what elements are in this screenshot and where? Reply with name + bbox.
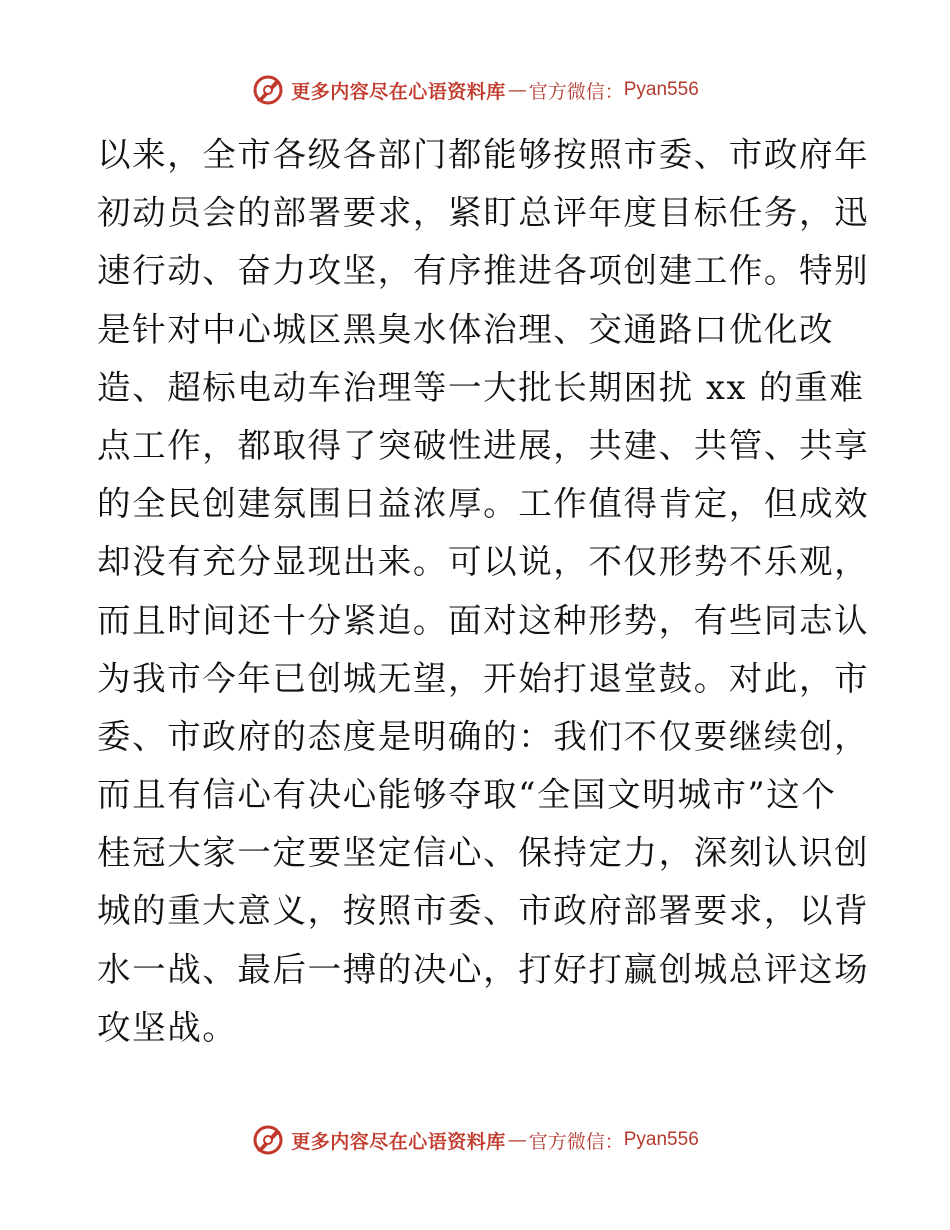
text-line: 而且时间还十分紧迫。面对这种形势，有些同志认 — [97, 600, 870, 640]
footer-banner — [0, 1120, 950, 1160]
text-line: 而且有信心有决心能够夺取“全国文明城市”这个 — [97, 775, 837, 815]
footer-brand-text: 更多内容尽在心语资料库 — [291, 1130, 506, 1153]
text-line: 城的重大意义，按照市委、市政府部署要求，以背 — [97, 891, 870, 931]
text-line: 是针对中心城区黑臭水体治理、交通路口优化改 — [97, 309, 835, 349]
text-line: 水一战、最后一搏的决心，打好打赢创城总评这场 — [97, 949, 870, 989]
body-paragraph — [97, 126, 870, 1057]
header-banner — [0, 70, 950, 110]
text-line: 桂冠大家一定要坚定信心、保持定力，深刻认识创 — [97, 833, 870, 873]
header-wechat-label: 官方微信： — [528, 80, 624, 103]
footer-wechat-label: 官方微信： — [528, 1130, 624, 1153]
text-line: 攻坚战。 — [97, 1007, 238, 1047]
text-line: 却没有充分显现出来。可以说，不仅形势不乐观， — [97, 542, 870, 582]
text-line: 委、市政府的态度是明确的：我们不仅要继续创， — [97, 716, 870, 756]
quill-logo-icon — [251, 73, 285, 107]
text-line: 以来，全市各级各部门都能够按照市委、市政府年 — [97, 135, 870, 174]
text-line: 造、超标电动车治理等一大批长期困扰 xx 的重难 — [97, 367, 865, 407]
header-separator: — — [507, 79, 527, 101]
footer-separator: — — [507, 1129, 527, 1151]
header-wechat-id: Pyan556 — [623, 79, 699, 100]
footer-wechat-id: Pyan556 — [623, 1129, 699, 1150]
text-line: 的全民创建氛围日益浓厚。工作值得肯定，但成效 — [97, 484, 870, 524]
text-line: 速行动、奋力攻坚，有序推进各项创建工作。特别 — [97, 251, 870, 291]
header-brand-text: 更多内容尽在心语资料库 — [291, 80, 506, 103]
text-line: 为我市今年已创城无望，开始打退堂鼓。对此，市 — [97, 658, 870, 698]
text-line: 点工作，都取得了突破性进展，共建、共管、共享 — [97, 425, 870, 465]
text-line: 初动员会的部署要求，紧盯总评年度目标任务，迅 — [97, 193, 870, 233]
quill-logo-icon — [251, 1123, 285, 1157]
